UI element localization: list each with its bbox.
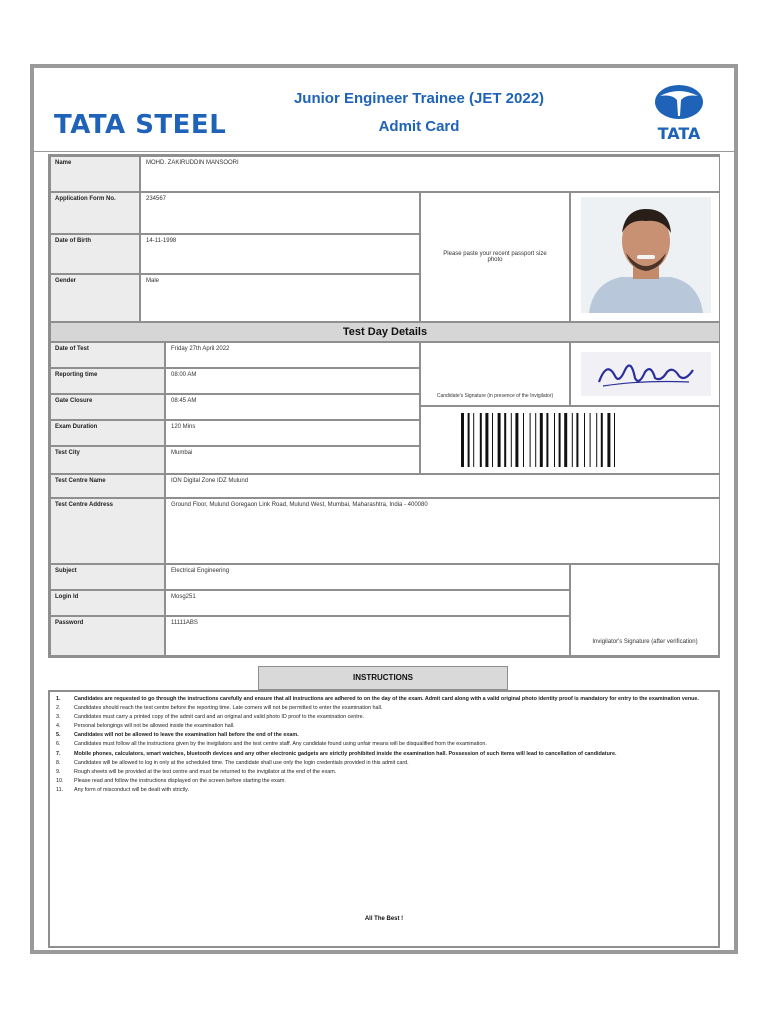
- barcode-bar: [559, 413, 561, 467]
- instruction-item: [56, 760, 712, 768]
- test-day-title: Test Day Details: [50, 322, 720, 342]
- instruction-text: Candidates should reach the test centre before the reporting time. Late comers will not be permitted to enter the examination hall.: [74, 705, 383, 712]
- candidate-photo: [581, 197, 711, 313]
- test-city-label: Test City: [50, 446, 165, 474]
- test-centre-address-label: Test Centre Address: [50, 498, 165, 564]
- barcode-bar: [480, 413, 482, 467]
- instruction-text: Please read and follow the instructions displayed on the screen before starting the exam.: [74, 777, 286, 784]
- exam-duration-value: 120 Mins: [165, 420, 420, 446]
- gender-label: Gender: [50, 274, 140, 322]
- instruction-number: 4.: [56, 723, 61, 730]
- instruction-number: 3.: [56, 714, 61, 721]
- barcode-bar: [530, 413, 531, 467]
- tata-logo-text: TATA: [657, 124, 701, 143]
- login-id-label: Login Id: [50, 590, 165, 616]
- candidate-signature-box: [420, 342, 570, 406]
- instruction-text: Candidates will not be allowed to leave the examination hall before the end of the exam.: [74, 732, 299, 739]
- barcode-bar: [461, 413, 464, 467]
- instruction-item: [56, 705, 712, 713]
- barcode-bar: [584, 413, 585, 467]
- barcode-bar: [535, 413, 536, 467]
- invigilator-signature-note: Invigilator's Signature (after verification): [592, 639, 698, 645]
- instruction-text: Candidates will be allowed to log in only at the scheduled time. The candidate shall use only the login credentials provided in this admit card.: [74, 759, 409, 766]
- test-city-value: Mumbai: [165, 446, 420, 474]
- instruction-number: 10.: [56, 777, 64, 784]
- barcode-bar: [614, 413, 615, 467]
- photo-paste-note: Please paste your recent passport size photo: [443, 251, 547, 263]
- instructions-list: [56, 696, 712, 796]
- invigilator-signature-box: [570, 564, 720, 656]
- exam-title: Junior Engineer Trainee (JET 2022): [293, 90, 545, 107]
- password-value: 11111ABS: [165, 616, 570, 656]
- instruction-text: Candidates must follow all the instructions given by the invigilators and the test centre staff. Any candidate found using unfair means will be disqualified from the examination.: [74, 741, 487, 748]
- reporting-time-label: Reporting time: [50, 368, 165, 394]
- barcode-bar: [564, 413, 567, 467]
- barcode-bar: [540, 413, 543, 467]
- gender-value: Male: [140, 274, 420, 322]
- signature-image: [581, 352, 711, 396]
- card-subtitle: Admit Card: [378, 118, 460, 135]
- instruction-number: 11.: [56, 786, 64, 793]
- barcode-bar: [607, 413, 610, 467]
- instruction-number: 7.: [56, 750, 61, 757]
- all-the-best-footer: All The Best !: [364, 916, 404, 922]
- photo-paste-box: [420, 192, 570, 322]
- barcode-bar: [504, 413, 506, 467]
- candidate-signature-note: Candidate's Signature (in presence of the Invigilator): [436, 393, 554, 399]
- login-id-value: Mosg251: [165, 590, 570, 616]
- test-centre-address-value: Ground Floor, Mulund Goregaon Link Road, Mulund West, Mumbai, Maharashtra, India - 400080: [165, 498, 720, 564]
- dob-label: Date of Birth: [50, 234, 140, 274]
- signature-image-frame: [570, 342, 720, 406]
- instruction-text: Candidates must carry a printed copy of the admit card and an original and valid photo ID proof to the examination centre.: [74, 714, 365, 721]
- barcode-bar: [546, 413, 548, 467]
- date-of-test-label: Date of Test: [50, 342, 165, 368]
- instruction-text: Personal belongings will not be allowed inside the examination hall.: [74, 723, 235, 730]
- instruction-item: [56, 778, 712, 786]
- barcode-bar: [473, 413, 474, 467]
- instruction-number: 5.: [56, 732, 61, 739]
- subject-label: Subject: [50, 564, 165, 590]
- barcode-bar: [515, 413, 518, 467]
- name-value: MOHD. ZAKIRUDDIN MANSOORI: [140, 156, 720, 192]
- test-centre-name-label: Test Centre Name: [50, 474, 165, 498]
- dob-value: 14-11-1998: [140, 234, 420, 274]
- instruction-number: 2.: [56, 705, 61, 712]
- barcode-bar: [554, 413, 555, 467]
- exam-duration-label: Exam Duration: [50, 420, 165, 446]
- instruction-number: 8.: [56, 759, 61, 766]
- instruction-item: [56, 696, 712, 704]
- barcode-bar: [576, 413, 578, 467]
- instruction-number: 1.: [56, 696, 61, 702]
- reporting-time-value: 08:00 AM: [165, 368, 420, 394]
- instruction-item: [56, 787, 712, 795]
- instructions-box: [48, 690, 720, 948]
- tata-steel-logo: TATA STEEL: [54, 110, 227, 140]
- barcode-bar: [485, 413, 488, 467]
- barcode-bar: [596, 413, 597, 467]
- date-of-test-value: Friday 27th April 2022: [165, 342, 420, 368]
- instruction-item: [56, 714, 712, 722]
- barcode-bar: [468, 413, 470, 467]
- barcode-bar: [492, 413, 493, 467]
- test-centre-name-value: ION Digital Zone IDZ Mulund: [165, 474, 720, 498]
- barcode-frame: [420, 406, 720, 474]
- instruction-text: Rough sheets will be provided at the test centre and must be returned to the invigilator at the end of the exam.: [74, 768, 337, 775]
- subject-value: Electrical Engineering: [165, 564, 570, 590]
- instruction-item: [56, 723, 712, 731]
- barcode-bar: [523, 413, 524, 467]
- name-label: Name: [50, 156, 140, 192]
- application-label: Application Form No.: [50, 192, 140, 234]
- password-label: Password: [50, 616, 165, 656]
- instruction-item: [56, 751, 712, 759]
- instruction-text: Mobile phones, calculators, smart watches, bluetooth devices and any other electronic gadgets are strictly prohibited inside the examination hall. Possession of such items will lead to cancellation of candidature.: [74, 750, 617, 757]
- admit-card: [30, 64, 738, 954]
- instruction-number: 6.: [56, 741, 61, 748]
- barcode-bar: [590, 413, 591, 467]
- instruction-item: [56, 769, 712, 777]
- details-grid: [48, 154, 720, 658]
- gate-closure-value: 08:45 AM: [165, 394, 420, 420]
- candidate-photo-frame: [570, 192, 720, 322]
- instruction-number: 9.: [56, 768, 61, 775]
- application-value: 234567: [140, 192, 420, 234]
- barcode-image: [459, 413, 663, 467]
- gate-closure-label: Gate Closure: [50, 394, 165, 420]
- instruction-item: [56, 741, 712, 749]
- barcode-bar: [511, 413, 512, 467]
- card-header: [34, 68, 734, 152]
- barcode-bar: [498, 413, 501, 467]
- instructions-title: INSTRUCTIONS: [258, 666, 508, 690]
- barcode-bar: [572, 413, 573, 467]
- instruction-item: [56, 732, 712, 740]
- instruction-text: Candidates are requested to go through the instructions carefully and ensure that all instructions are adhered to on the day of the exam. Admit card along with a valid original photo identity proof is mandatory for entry to the examination venue.: [74, 696, 699, 702]
- instruction-text: Any form of misconduct will be dealt with strictly.: [74, 786, 189, 793]
- barcode-bar: [601, 413, 603, 467]
